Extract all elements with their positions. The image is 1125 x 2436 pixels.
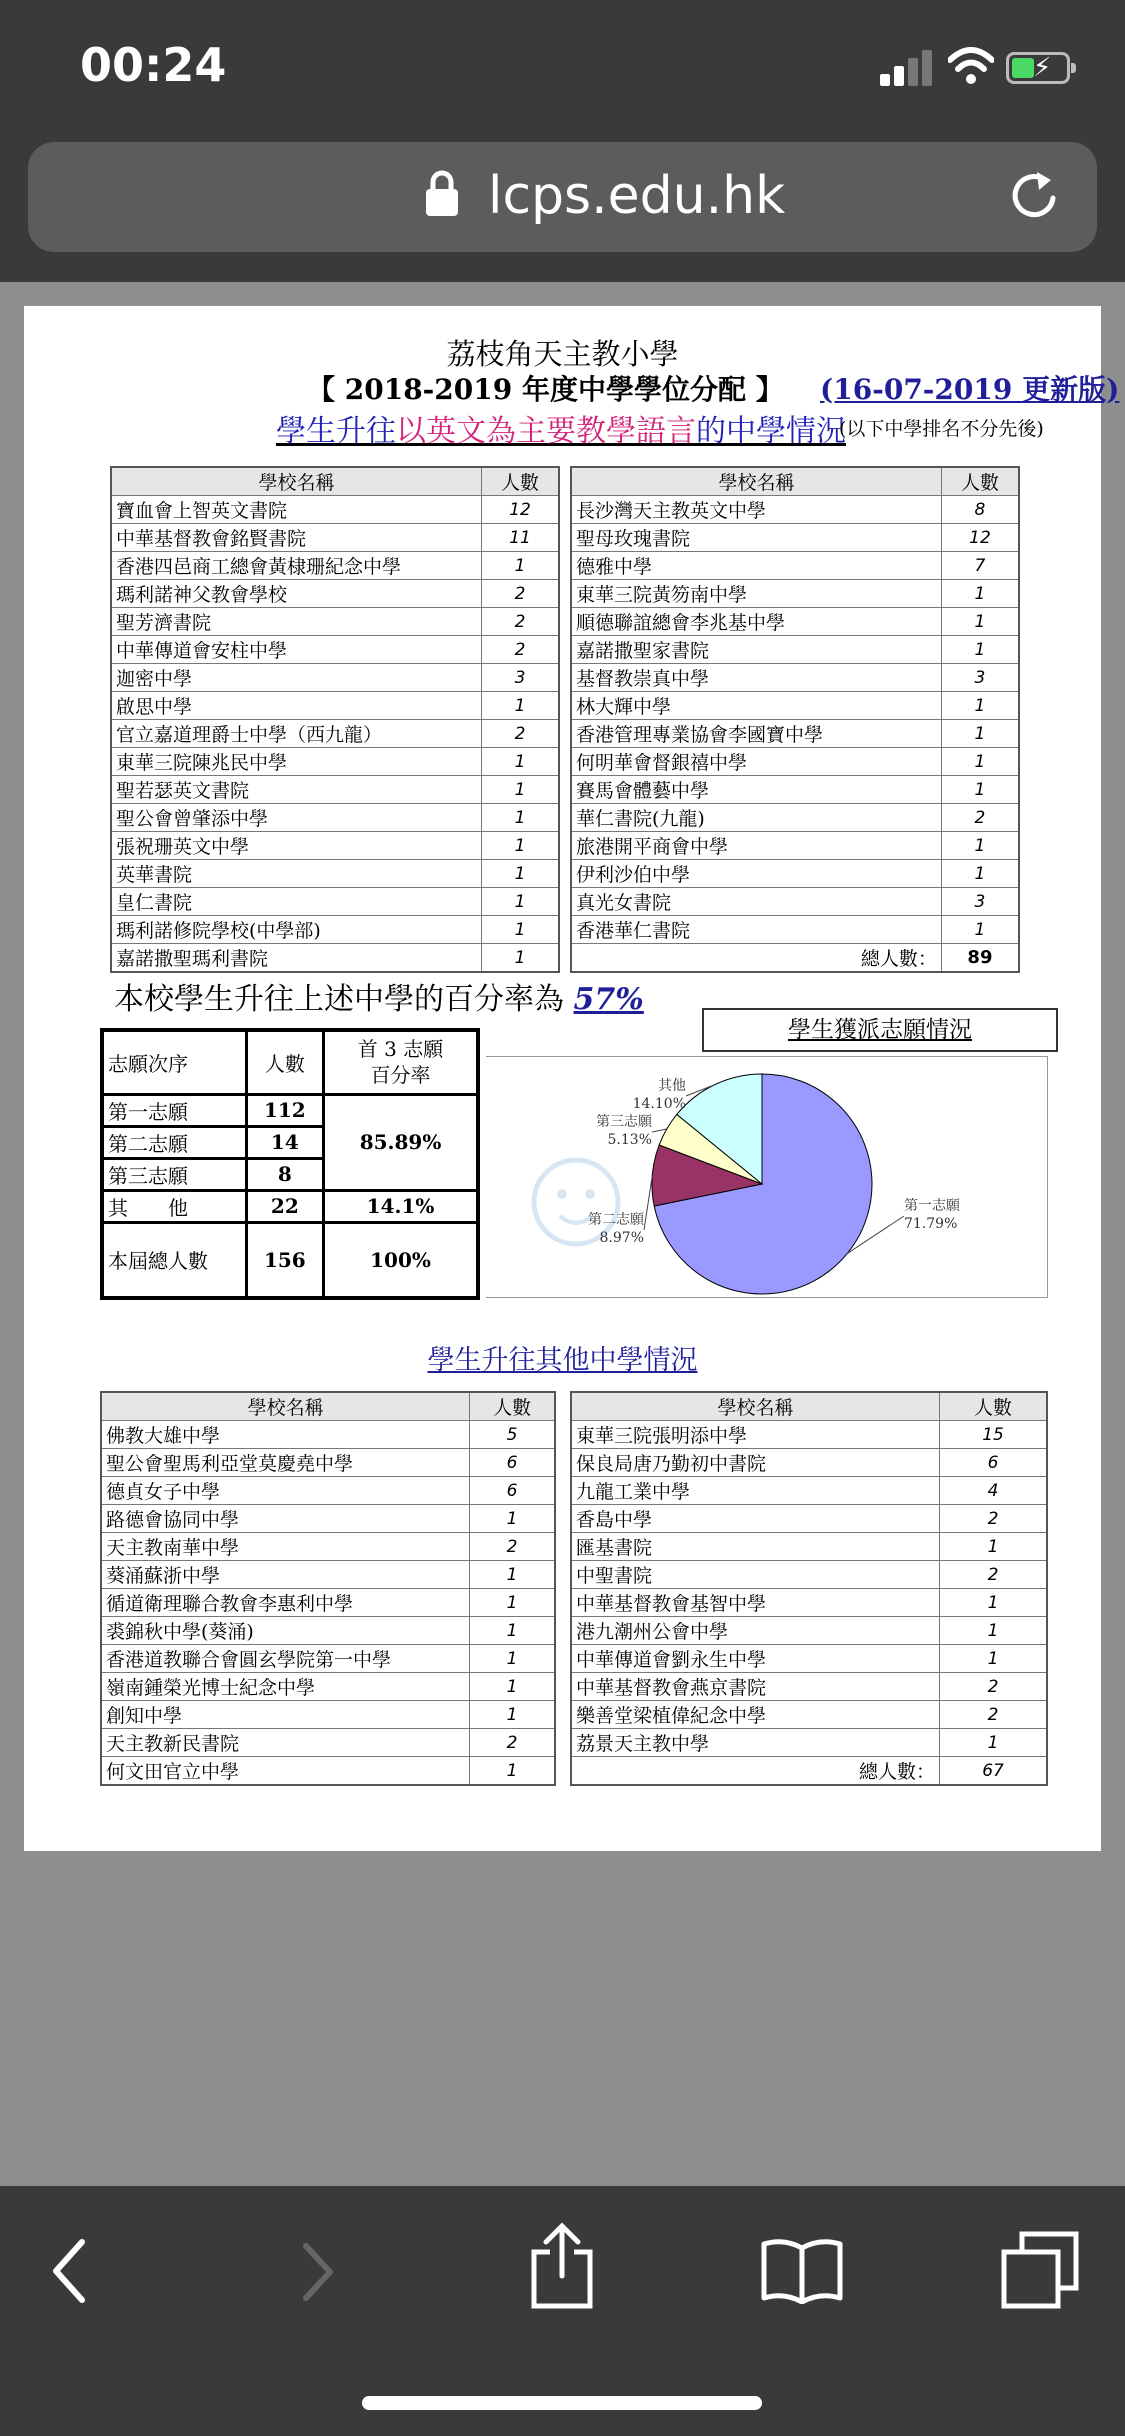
address-bar[interactable]: [28, 142, 1097, 252]
table-row: [101, 1701, 555, 1729]
student-count-cell: 1: [482, 776, 559, 804]
reload-icon[interactable]: [1007, 168, 1063, 224]
table-row: [571, 608, 1019, 636]
school-name-cell: 順德聯誼總會李兆基中學: [571, 608, 941, 636]
pie-category-label: 第二志願: [588, 1212, 644, 1228]
school-name-cell: 香港道教聯合會圓玄學院第一中學: [101, 1645, 470, 1673]
total-students-percentage: 100%: [324, 1222, 478, 1298]
pie-category-label: 第一志願: [904, 1198, 960, 1214]
other-label: 其 他: [102, 1190, 246, 1222]
table-row: [571, 804, 1019, 832]
back-icon[interactable]: [50, 2238, 90, 2304]
choice-order-header: 志願次序: [102, 1030, 246, 1094]
ranking-note: (以下中學排名不分先後): [839, 418, 1044, 440]
school-name-cell: 寶血會上智英文書院: [111, 496, 482, 524]
table-row: [571, 580, 1019, 608]
school-name-cell: 聖芳濟書院: [111, 608, 482, 636]
student-count-cell: 12: [482, 496, 559, 524]
student-count-cell: 2: [482, 608, 559, 636]
school-name-cell: 中華傳道會安柱中學: [111, 636, 482, 664]
table-row: [571, 1589, 1047, 1617]
update-version-link[interactable]: (16-07-2019 更新版): [820, 373, 1120, 406]
table-row: [571, 1617, 1047, 1645]
school-name-cell: 官立嘉道理爵士中學（西九龍）: [111, 720, 482, 748]
school-name-cell: 華仁書院(九龍): [571, 804, 941, 832]
school-name-cell: 嶺南鍾榮光博士紀念中學: [101, 1673, 470, 1701]
total-count: 89: [941, 944, 1019, 973]
school-name-cell: 張祝珊英文中學: [111, 832, 482, 860]
table-row: [571, 1561, 1047, 1589]
table-row: [571, 692, 1019, 720]
forward-icon[interactable]: [298, 2242, 338, 2302]
school-name-cell: 啟思中學: [111, 692, 482, 720]
table-row: [101, 1421, 555, 1449]
table-row: [111, 580, 559, 608]
url-text[interactable]: lcps.edu.hk: [488, 166, 786, 226]
student-count-cell: 3: [941, 888, 1019, 916]
emi-table-left: [110, 466, 560, 973]
school-name-cell: 伊利沙伯中學: [571, 860, 941, 888]
school-name-cell: 瑪利諾修院學校(中學部): [111, 916, 482, 944]
table-row: [111, 720, 559, 748]
student-count-cell: 2: [940, 1701, 1047, 1729]
student-count-cell: 1: [941, 916, 1019, 944]
table-row: [101, 1729, 555, 1757]
table-row: [111, 916, 559, 944]
school-name-cell: 中華傳道會劉永生中學: [571, 1645, 940, 1673]
table-row: [571, 524, 1019, 552]
school-name-cell: 香港管理專業協會李國寶中學: [571, 720, 941, 748]
table-row: [111, 692, 559, 720]
school-name-cell: 中華基督教會基智中學: [571, 1589, 940, 1617]
table-row: [571, 664, 1019, 692]
percentage-statement: [114, 974, 644, 1018]
col-count: 人數: [470, 1392, 555, 1421]
table-row: [571, 860, 1019, 888]
percentage-value[interactable]: 57%: [573, 982, 644, 1017]
school-name-cell: 中聖書院: [571, 1561, 940, 1589]
school-name-cell: 聖公會曾肇添中學: [111, 804, 482, 832]
choice-table: [100, 1028, 480, 1300]
table-row: [571, 748, 1019, 776]
school-name-cell: 聖母玫瑰書院: [571, 524, 941, 552]
student-count-cell: 6: [470, 1449, 555, 1477]
student-count-cell: 1: [941, 692, 1019, 720]
student-count-cell: 1: [470, 1701, 555, 1729]
choice-3-count: 8: [246, 1158, 323, 1190]
student-count-cell: 1: [470, 1589, 555, 1617]
school-name-cell: 長沙灣天主教英文中學: [571, 496, 941, 524]
student-count-cell: 1: [482, 748, 559, 776]
table-row: [571, 832, 1019, 860]
tabs-icon[interactable]: [1000, 2230, 1080, 2310]
table-row: [101, 1477, 555, 1505]
col-school: 學校名稱: [111, 467, 482, 496]
choice-pct-header-line2: 百分率: [370, 1063, 431, 1088]
student-count-cell: 5: [470, 1421, 555, 1449]
school-name-cell: 迦密中學: [111, 664, 482, 692]
school-name-cell: 何文田官立中學: [101, 1757, 470, 1786]
table-row: [111, 552, 559, 580]
school-name-cell: 裘錦秋中學(葵涌): [101, 1617, 470, 1645]
table-row: [101, 1449, 555, 1477]
school-name-cell: 東華三院張明添中學: [571, 1421, 940, 1449]
pie-value-label: 14.10%: [632, 1096, 686, 1112]
bookmarks-icon[interactable]: [760, 2238, 844, 2304]
school-name-cell: 香島中學: [571, 1505, 940, 1533]
col-school: 學校名稱: [571, 1392, 940, 1421]
pie-value-label: 71.79%: [904, 1216, 958, 1232]
student-count-cell: 1: [941, 720, 1019, 748]
table-row: [571, 888, 1019, 916]
total-students-count: 156: [246, 1222, 323, 1298]
student-count-cell: 11: [482, 524, 559, 552]
student-count-cell: 2: [470, 1533, 555, 1561]
student-count-cell: 3: [941, 664, 1019, 692]
student-count-cell: 1: [940, 1617, 1047, 1645]
student-count-cell: 6: [940, 1449, 1047, 1477]
student-count-cell: 1: [470, 1505, 555, 1533]
school-name-cell: 港九潮州公會中學: [571, 1617, 940, 1645]
school-name-cell: 創知中學: [101, 1701, 470, 1729]
total-students-label: 本屆總人數: [102, 1222, 246, 1298]
other-count: 22: [246, 1190, 323, 1222]
school-name-cell: 德貞女子中學: [101, 1477, 470, 1505]
lock-icon: [426, 170, 458, 216]
school-name-cell: 何明華會督銀禧中學: [571, 748, 941, 776]
school-name-cell: 路德會協同中學: [101, 1505, 470, 1533]
student-count-cell: 1: [482, 832, 559, 860]
table-row: [111, 944, 559, 973]
school-name-cell: 保良局唐乃勤初中書院: [571, 1449, 940, 1477]
school-name-cell: 皇仁書院: [111, 888, 482, 916]
table-row: [571, 916, 1019, 944]
table-row: [111, 608, 559, 636]
table-row: [101, 1533, 555, 1561]
table-row: [571, 776, 1019, 804]
student-count-cell: 1: [941, 748, 1019, 776]
student-count-cell: 8: [941, 496, 1019, 524]
school-name-cell: 林大輝中學: [571, 692, 941, 720]
school-name-cell: 旅港開平商會中學: [571, 832, 941, 860]
table-row: [571, 552, 1019, 580]
choice-1-label: 第一志願: [102, 1094, 246, 1126]
table-row: [111, 496, 559, 524]
section-emi-part1: 學生升往: [276, 414, 396, 449]
student-count-cell: 2: [940, 1505, 1047, 1533]
table-row: [111, 524, 559, 552]
school-name-cell: 天主教南華中學: [101, 1533, 470, 1561]
student-count-cell: 1: [941, 636, 1019, 664]
pie-value-label: 8.97%: [599, 1230, 644, 1246]
section-emi-part3: 的中學情況: [696, 414, 846, 449]
table-row: [571, 1477, 1047, 1505]
choice-3-label: 第三志願: [102, 1158, 246, 1190]
total-count: 67: [940, 1757, 1047, 1786]
pie-leader-line: [644, 1175, 652, 1230]
table-row: [571, 1729, 1047, 1757]
student-count-cell: 1: [482, 888, 559, 916]
table-row: [101, 1617, 555, 1645]
table-row: [111, 664, 559, 692]
table-row: [571, 636, 1019, 664]
school-name-cell: 基督教崇真中學: [571, 664, 941, 692]
school-name-cell: 香港華仁書院: [571, 916, 941, 944]
col-school: 學校名稱: [571, 467, 941, 496]
table-row: [571, 1449, 1047, 1477]
school-name-cell: 樂善堂梁植偉紀念中學: [571, 1701, 940, 1729]
student-count-cell: 1: [470, 1561, 555, 1589]
col-count: 人數: [482, 467, 559, 496]
school-name-cell: 中華基督教會燕京書院: [571, 1673, 940, 1701]
student-count-cell: 1: [941, 832, 1019, 860]
student-count-cell: 1: [470, 1645, 555, 1673]
school-name-cell: 東華三院黃笏南中學: [571, 580, 941, 608]
section-emi-heading[interactable]: [276, 406, 846, 450]
school-name-cell: 嘉諾撒聖家書院: [571, 636, 941, 664]
student-count-cell: 2: [482, 636, 559, 664]
col-count: 人數: [941, 467, 1019, 496]
table-row: [571, 720, 1019, 748]
browser-chrome: [0, 0, 1125, 282]
pie-value-label: 5.13%: [607, 1132, 652, 1148]
other-table-left: [100, 1391, 556, 1786]
col-count: 人數: [940, 1392, 1047, 1421]
battery-icon: ⚡: [1006, 52, 1070, 84]
table-row: [111, 748, 559, 776]
table-row: [111, 860, 559, 888]
choice-1-count: 112: [246, 1094, 323, 1126]
student-count-cell: 1: [482, 916, 559, 944]
table-row: [101, 1757, 555, 1786]
student-count-cell: 1: [941, 580, 1019, 608]
student-count-cell: 1: [940, 1645, 1047, 1673]
table-row: [571, 1645, 1047, 1673]
choice-pct-header-line1: 首 3 志願: [357, 1037, 444, 1062]
student-count-cell: 1: [470, 1617, 555, 1645]
student-count-cell: 1: [482, 804, 559, 832]
student-count-cell: 2: [482, 720, 559, 748]
other-percentage: 14.1%: [324, 1190, 478, 1222]
table-row: [571, 1701, 1047, 1729]
table-row: [571, 1421, 1047, 1449]
table-row: [101, 1645, 555, 1673]
total-label: 總人數：: [571, 944, 941, 973]
student-count-cell: 1: [941, 776, 1019, 804]
school-name-cell: 聖公會聖馬利亞堂莫慶堯中學: [101, 1449, 470, 1477]
chart-title: 學生獲派志願情況: [788, 1017, 972, 1043]
table-row: [111, 832, 559, 860]
pie-category-label: 其他: [658, 1078, 686, 1094]
school-name-cell: 天主教新民書院: [101, 1729, 470, 1757]
total-row: [571, 1757, 1047, 1786]
table-row: [111, 888, 559, 916]
student-count-cell: 1: [482, 552, 559, 580]
student-count-cell: 12: [941, 524, 1019, 552]
student-count-cell: 1: [940, 1589, 1047, 1617]
table-row: [111, 776, 559, 804]
other-table-right: [570, 1391, 1048, 1786]
student-count-cell: 1: [940, 1729, 1047, 1757]
student-count-cell: 1: [482, 860, 559, 888]
school-name: 荔枝角天主教小學: [446, 337, 679, 371]
school-name-cell: 嘉諾撒聖瑪利書院: [111, 944, 482, 973]
student-count-cell: 7: [941, 552, 1019, 580]
table-row: [111, 636, 559, 664]
student-count-cell: 6: [470, 1477, 555, 1505]
school-name-cell: 匯基書院: [571, 1533, 940, 1561]
student-count-cell: 4: [940, 1477, 1047, 1505]
choice-pct-header: [324, 1030, 478, 1094]
wifi-icon: [948, 46, 994, 86]
table-row: [571, 1533, 1047, 1561]
school-name-cell: 聖若瑟英文書院: [111, 776, 482, 804]
student-count-cell: 2: [482, 580, 559, 608]
school-name-cell: 佛教大雄中學: [101, 1421, 470, 1449]
percentage-text: 本校學生升往上述中學的百分率為: [114, 982, 564, 1017]
student-count-cell: 1: [941, 608, 1019, 636]
chart-title-box: [702, 1008, 1058, 1052]
page-heading: 【 2018-2019 年度中學學位分配 】: [307, 373, 784, 406]
section-other-heading[interactable]: 學生升往其他中學情況: [427, 1345, 698, 1376]
school-name-cell: 英華書院: [111, 860, 482, 888]
student-count-cell: 2: [470, 1729, 555, 1757]
total-label: 總人數：: [571, 1757, 940, 1786]
school-name-cell: 東華三院陳兆民中學: [111, 748, 482, 776]
table-row: [111, 804, 559, 832]
table-row: [101, 1589, 555, 1617]
student-count-cell: 2: [940, 1673, 1047, 1701]
web-page: [24, 306, 1120, 1851]
choice-count-header: 人數: [246, 1030, 323, 1094]
school-name-cell: 香港四邑商工總會黃棣珊紀念中學: [111, 552, 482, 580]
pie-category-label: 第三志願: [596, 1114, 652, 1130]
pie-leader-line: [652, 1129, 667, 1132]
school-name-cell: 瑪利諾神父教會學校: [111, 580, 482, 608]
total-row: [571, 944, 1019, 973]
status-time: 00:24: [80, 38, 227, 92]
school-name-cell: 中華基督教會銘賢書院: [111, 524, 482, 552]
table-row: [571, 496, 1019, 524]
student-count-cell: 1: [482, 944, 559, 973]
top3-percentage: 85.89%: [324, 1094, 478, 1190]
col-school: 學校名稱: [101, 1392, 470, 1421]
school-name-cell: 九龍工業中學: [571, 1477, 940, 1505]
student-count-cell: 1: [470, 1673, 555, 1701]
emi-table-right: [570, 466, 1020, 973]
student-count-cell: 15: [940, 1421, 1047, 1449]
table-row: [101, 1561, 555, 1589]
student-count-cell: 1: [470, 1757, 555, 1786]
choice-2-label: 第二志願: [102, 1126, 246, 1158]
section-emi-part2: 以英文為主要教學語言: [396, 414, 696, 449]
share-icon[interactable]: [530, 2222, 594, 2310]
table-row: [571, 1505, 1047, 1533]
student-count-cell: 3: [482, 664, 559, 692]
student-count-cell: 2: [940, 1561, 1047, 1589]
student-count-cell: 1: [482, 692, 559, 720]
student-count-cell: 1: [941, 860, 1019, 888]
school-name-cell: 德雅中學: [571, 552, 941, 580]
home-indicator: [362, 2396, 762, 2410]
student-count-cell: 2: [941, 804, 1019, 832]
choice-pie-chart: [486, 1052, 1046, 1296]
school-name-cell: 荔景天主教中學: [571, 1729, 940, 1757]
school-name-cell: 真光女書院: [571, 888, 941, 916]
student-count-cell: 1: [940, 1533, 1047, 1561]
choice-2-count: 14: [246, 1126, 323, 1158]
cellular-signal-icon: [880, 50, 934, 86]
table-row: [101, 1673, 555, 1701]
table-row: [101, 1505, 555, 1533]
safari-toolbar: [0, 2186, 1125, 2436]
table-row: [571, 1673, 1047, 1701]
school-name-cell: 賽馬會體藝中學: [571, 776, 941, 804]
school-name-cell: 循道衛理聯合教會李惠利中學: [101, 1589, 470, 1617]
school-name-cell: 葵涌蘇浙中學: [101, 1561, 470, 1589]
